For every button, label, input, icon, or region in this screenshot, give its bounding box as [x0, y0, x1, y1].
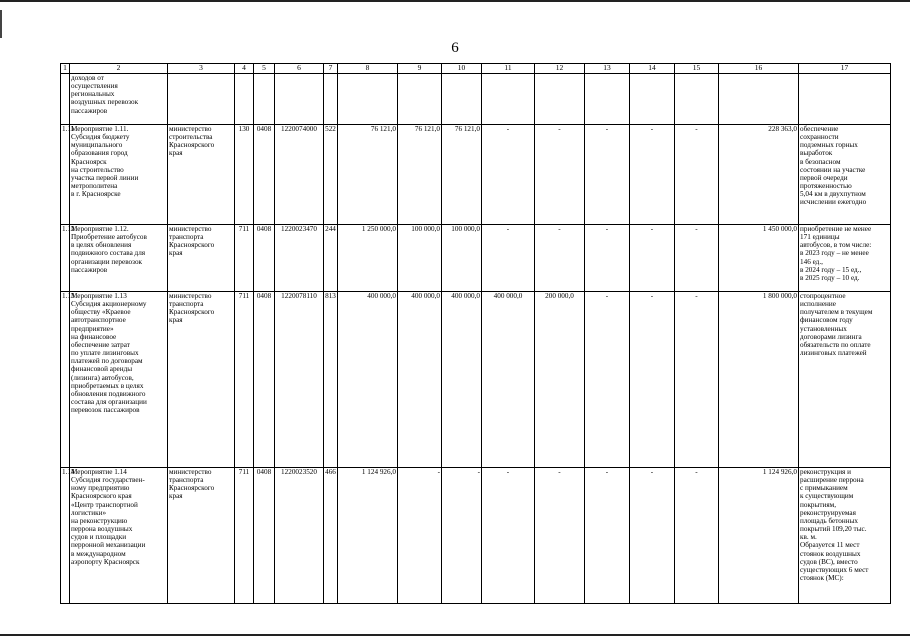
column-header: 5: [254, 64, 275, 74]
amount-cell: -: [675, 125, 719, 225]
section-code: 0408: [254, 292, 275, 468]
expense-type-code: 522: [324, 125, 338, 225]
table-row: [61, 225, 891, 292]
expected-result: стопроцентное исполнение получателем в текущем финансовом году установленных договорами лизинга обязательств по оплате лизинговых платежей: [799, 292, 891, 468]
amount-cell: -: [585, 468, 630, 604]
page-number: 6: [451, 40, 459, 56]
total-amount-cell: 1 800 000,0: [719, 292, 799, 468]
row-index: [61, 74, 70, 125]
amount-cell: [675, 74, 719, 125]
amount-cell: -: [482, 225, 535, 292]
section-code: 0408: [254, 225, 275, 292]
measure-name: доходов от осуществления региональных воздушных перевозок пассажиров: [70, 74, 168, 125]
table-row: [61, 292, 891, 468]
column-header: 3: [168, 64, 235, 74]
amount-cell: -: [630, 292, 675, 468]
column-header: 2: [70, 64, 168, 74]
responsible-organization: министерство транспорта Красноярского края: [168, 468, 235, 604]
amount-cell: [585, 74, 630, 125]
target-article-code: 1220023470: [275, 225, 324, 292]
amount-cell: -: [630, 225, 675, 292]
amount-cell: 100 000,0: [442, 225, 482, 292]
section-code: 0408: [254, 125, 275, 225]
amount-cell: 400 000,0: [482, 292, 535, 468]
amount-cell: -: [675, 292, 719, 468]
amount-cell: 76 121,0: [442, 125, 482, 225]
amount-cell: 400 000,0: [398, 292, 442, 468]
measure-name: Мероприятие 1.12. Приобретение автобусов в целях обновления подвижного состава для организации перевозок пассажиров: [70, 225, 168, 292]
column-header: 11: [482, 64, 535, 74]
grbs-code: [235, 74, 254, 125]
amount-cell: -: [398, 468, 442, 604]
amount-cell: -: [482, 468, 535, 604]
expense-type-code: 244: [324, 225, 338, 292]
amount-cell: -: [535, 468, 585, 604]
section-code: [254, 74, 275, 125]
measure-name: Мероприятие 1.11. Субсидия бюджету муниципального образования город Красноярск на строительство участка первой линии метрополитена в г. Красноярске: [70, 125, 168, 225]
amount-cell: 400 000,0: [442, 292, 482, 468]
target-article-code: 1220074000: [275, 125, 324, 225]
expected-result: [799, 74, 891, 125]
amount-cell: 1 250 000,0: [338, 225, 398, 292]
column-header: 17: [799, 64, 891, 74]
expense-type-code: 813: [324, 292, 338, 468]
responsible-organization: [168, 74, 235, 125]
total-amount-cell: 1 124 926,0: [719, 468, 799, 604]
amount-cell: -: [482, 125, 535, 225]
responsible-organization: министерство транспорта Красноярского края: [168, 225, 235, 292]
column-header: 10: [442, 64, 482, 74]
scan-top-edge: [0, 0, 910, 2]
amount-cell: [398, 74, 442, 125]
table-row: [61, 125, 891, 225]
scan-left-mark: [0, 10, 2, 38]
amount-cell: -: [675, 468, 719, 604]
amount-cell: [442, 74, 482, 125]
row-index: 1.13: [61, 292, 70, 468]
expected-result: реконструкция и расширение перрона с примыканием к существующим покрытиям, реконструируемая площадь бетонных покрытий 109,20 тыс. кв. м. Образуется 11 мест стоянок воздушных судов (ВС), вместо существующих 6 мест стоянок (МС):: [799, 468, 891, 604]
table-row: [61, 74, 891, 125]
amount-cell: -: [535, 225, 585, 292]
column-header: 4: [235, 64, 254, 74]
total-amount-cell: [719, 74, 799, 125]
amount-cell: [630, 74, 675, 125]
column-header: 12: [535, 64, 585, 74]
total-amount-cell: 228 363,0: [719, 125, 799, 225]
column-number-row: [61, 64, 891, 74]
amount-cell: [535, 74, 585, 125]
amount-cell: -: [630, 125, 675, 225]
amount-cell: -: [630, 468, 675, 604]
grbs-code: 711: [235, 225, 254, 292]
target-article-code: 1220023520: [275, 468, 324, 604]
column-header: 13: [585, 64, 630, 74]
scan-bottom-edge: [0, 634, 910, 636]
column-header: 6: [275, 64, 324, 74]
amount-cell: 100 000,0: [398, 225, 442, 292]
amount-cell: -: [675, 225, 719, 292]
target-article-code: 1220078110: [275, 292, 324, 468]
expected-result: обеспечение сохранности подземных горных выработок в безопасном состоянии на участке первой очереди протяженностью 5,04 км в двухпутном исчислении ежегодно: [799, 125, 891, 225]
amount-cell: [338, 74, 398, 125]
responsible-organization: министерство строительства Красноярского края: [168, 125, 235, 225]
row-index: 1.11: [61, 125, 70, 225]
amount-cell: -: [585, 292, 630, 468]
expected-result: приобретение не менее 171 единицы автобусов, в том числе: в 2023 году – не менее 146 ед., в 2024 году – 15 ед., в 2025 году – 10 ед.: [799, 225, 891, 292]
amount-cell: 76 121,0: [338, 125, 398, 225]
amount-cell: 1 124 926,0: [338, 468, 398, 604]
measures-table: [60, 63, 891, 604]
column-header: 8: [338, 64, 398, 74]
amount-cell: -: [442, 468, 482, 604]
total-amount-cell: 1 450 000,0: [719, 225, 799, 292]
grbs-code: 711: [235, 292, 254, 468]
row-index: 1.14: [61, 468, 70, 604]
amount-cell: 200 000,0: [535, 292, 585, 468]
amount-cell: [482, 74, 535, 125]
measure-name: Мероприятие 1.14 Субсидия государствен- ному предприятию Красноярского края «Центр транспортной логистики» на реконструкцию перрона воздушных судов и площадки перронной механизации в международном аэропорту Красноярск: [70, 468, 168, 604]
amount-cell: 76 121,0: [398, 125, 442, 225]
amount-cell: 400 000,0: [338, 292, 398, 468]
column-header: 14: [630, 64, 675, 74]
column-header: 7: [324, 64, 338, 74]
expense-type-code: [324, 74, 338, 125]
grbs-code: 130: [235, 125, 254, 225]
row-index: 1.12: [61, 225, 70, 292]
amount-cell: -: [585, 225, 630, 292]
measure-name: Мероприятие 1.13 Субсидия акционерному обществу «Краевое автотранспортное предприятие» на финансовое обеспечение затрат по уплате лизинговых платежей по договорам финансовой аренды (лизинга) автобусов, приобретаемых в целях обновления подвижного состава для организации перевозок пассажиров: [70, 292, 168, 468]
column-header: 9: [398, 64, 442, 74]
amount-cell: -: [535, 125, 585, 225]
column-header: 16: [719, 64, 799, 74]
amount-cell: -: [585, 125, 630, 225]
grbs-code: 711: [235, 468, 254, 604]
table-row: [61, 468, 891, 604]
section-code: 0408: [254, 468, 275, 604]
column-header: 1: [61, 64, 70, 74]
expense-type-code: 466: [324, 468, 338, 604]
target-article-code: [275, 74, 324, 125]
responsible-organization: министерство транспорта Красноярского края: [168, 292, 235, 468]
column-header: 15: [675, 64, 719, 74]
